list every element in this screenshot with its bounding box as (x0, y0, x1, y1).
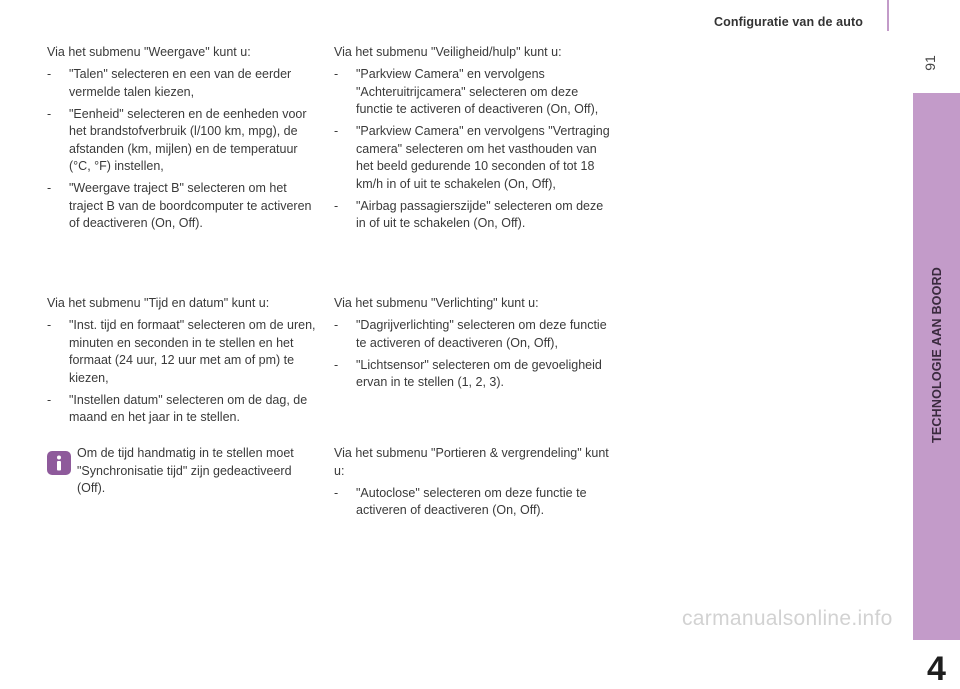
list-item: - "Weergave traject B" selecteren om het traject B van de boordcomputer te activeren of deactiveren (On, Off). (47, 181, 312, 230)
chapter-number: 4 (927, 650, 946, 688)
header-title: Configuratie van de auto (714, 15, 863, 29)
header-divider (887, 0, 889, 31)
section-tijd-datum (47, 295, 322, 431)
section-intro: Via het submenu "Weergave" kunt u: (47, 45, 251, 59)
list-item: - "Eenheid" selecteren en de eenheden voor het brandstofverbruik (l/100 km, mpg), de afstanden (km, mijlen) en de temperatuur (°C, °F) instellen, (47, 106, 307, 173)
list-item: - "Talen" selecteren en een van de eerder vermelde talen kiezen, (47, 67, 292, 99)
list-item: - "Parkview Camera" en vervolgens "Vertraging camera" selecteren om het vasthouden van het beeld gedurende 10 seconden of tot 18 km/h in of uit te schakelen (On, Off), (334, 124, 610, 191)
section-weergave (47, 44, 322, 237)
section-veiligheid-hulp (334, 44, 614, 237)
watermark: carmanualsonline.info (682, 607, 893, 630)
list-item: - "Dagrijverlichting" selecteren om deze functie te activeren of deactiveren (On, Off), (334, 318, 607, 350)
section-verlichting (334, 295, 614, 396)
info-note (47, 445, 322, 498)
section-intro: Via het submenu "Verlichting" kunt u: (334, 296, 539, 310)
section-portieren-vergrendeling (334, 445, 614, 524)
list-item: - "Autoclose" selecteren om deze functie te activeren of deactiveren (On, Off). (334, 485, 587, 517)
section-intro: Via het submenu "Tijd en datum" kunt u: (47, 296, 270, 310)
info-text: Om de tijd handmatig in te stellen moet "Synchronisatie tijd" zijn gedeactiveerd (Off). (77, 446, 294, 495)
chapter-side-tab (913, 93, 960, 688)
page-number: 91 (922, 55, 938, 71)
list-item: - "Airbag passagierszijde" selecteren om deze in of uit te schakelen (On, Off). (334, 198, 604, 230)
list-item: - "Parkview Camera" en vervolgens "Achteruitrijcamera" selecteren om deze functie te activeren of deactiveren (On, Off), (334, 67, 599, 116)
list-item: - "Inst. tijd en formaat" selecteren om de uren, minuten en seconden in te stellen en het formaat (24 uur, 12 uur met am of pm) te kiezen, (47, 318, 316, 385)
section-intro: Via het submenu "Portieren & vergrendeling" kunt u: (334, 446, 609, 478)
info-icon (47, 451, 71, 475)
list-item: - "Instellen datum" selecteren om de dag, de maand en het jaar in te stellen. (47, 392, 308, 424)
list-item: - "Lichtsensor" selecteren om de gevoeligheid ervan in te stellen (1, 2, 3). (334, 357, 602, 389)
section-intro: Via het submenu "Veiligheid/hulp" kunt u: (334, 45, 562, 59)
chapter-label: TECHNOLOGIE AAN BOORD (930, 267, 944, 443)
